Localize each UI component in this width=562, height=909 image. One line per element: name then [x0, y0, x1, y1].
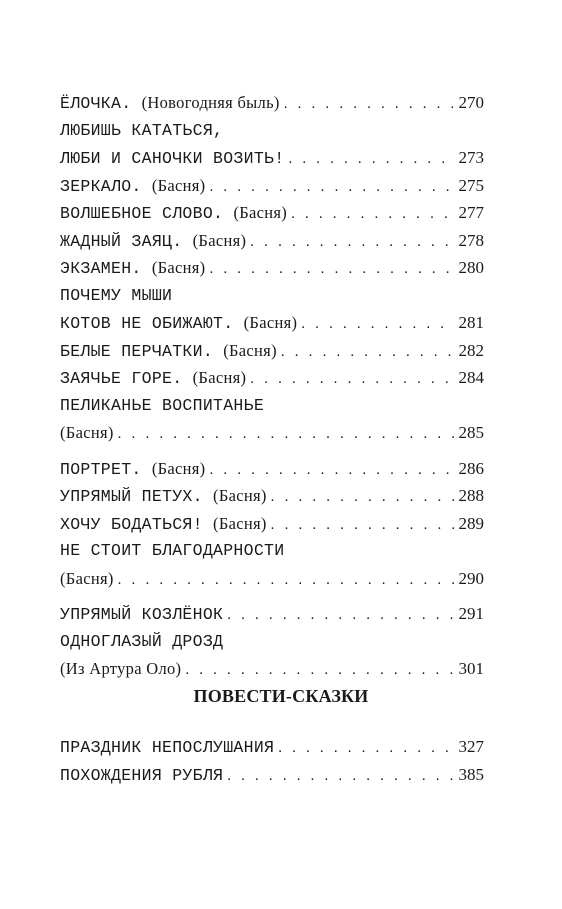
toc-entry-title	[60, 628, 223, 656]
dot-leader	[284, 91, 455, 119]
entry-title-text: ЛЮБИШЬ КАТАТЬСЯ,	[60, 120, 224, 140]
table-of-contents	[60, 89, 484, 683]
dot-leader	[288, 146, 454, 174]
entry-subtitle: (Басня)	[192, 368, 247, 387]
toc-entry	[60, 482, 484, 510]
toc-entry-title	[60, 455, 205, 484]
entry-title-text: ЗАЯЧЬЕ ГОРЕ.	[60, 369, 183, 388]
toc-entry-title	[60, 89, 280, 118]
entry-subtitle: (Басня)	[233, 203, 288, 222]
page-number: 288	[458, 486, 484, 505]
toc-entry-title	[60, 601, 223, 629]
entry-subtitle: (Басня)	[223, 340, 277, 360]
entry-title-text: ПЕЛИКАНЬЕ ВОСПИТАНЬЕ	[60, 395, 265, 415]
entry-title-text: БЕЛЫЕ ПЕРЧАТКИ.	[60, 341, 214, 361]
toc-entry	[60, 144, 484, 172]
toc-entry-title	[60, 199, 287, 228]
entry-subtitle: (Басня)	[151, 258, 206, 277]
entry-subtitle: (Басня)	[213, 486, 267, 505]
entry-title-text: ЛЮБИ И САНОЧКИ ВОЗИТЬ!	[60, 149, 285, 168]
toc-entry	[60, 89, 484, 117]
toc-entry-title	[60, 309, 297, 338]
entry-title-text: ОДНОГЛАЗЫЙ ДРОЗД	[60, 631, 224, 651]
toc-entry	[60, 733, 484, 761]
toc-entry-title	[60, 227, 246, 256]
entry-title-text: КОТОВ НЕ ОБИЖАЮТ.	[60, 314, 234, 333]
dot-leader	[209, 174, 454, 202]
entry-subtitle: (Басня)	[151, 175, 206, 195]
toc-entry	[60, 337, 484, 365]
page-number: 275	[458, 175, 484, 195]
toc-entry	[60, 392, 484, 420]
entry-title-text: ЭКЗАМЕН.	[60, 259, 142, 278]
toc-entry	[60, 254, 484, 282]
entry-subtitle: (Басня)	[60, 568, 114, 588]
toc-entry	[60, 655, 484, 683]
toc-entry	[60, 309, 484, 337]
page-number: 281	[458, 313, 484, 332]
page-number: 282	[458, 340, 484, 360]
entry-subtitle: (Из Артура Оло)	[60, 659, 182, 678]
entry-title-text: ЗЕРКАЛО.	[60, 176, 142, 196]
entry-title-text: УПРЯМЫЙ ПЕТУХ.	[60, 487, 203, 506]
toc-entry	[60, 282, 484, 310]
entry-subtitle: (Басня)	[213, 513, 267, 533]
page-number: 284	[458, 368, 484, 387]
dot-leader	[118, 421, 455, 449]
toc-entry	[60, 117, 484, 145]
dot-leader	[227, 763, 454, 791]
entry-title-text: ВОЛШЕБНОЕ СЛОВО.	[60, 204, 224, 223]
page-number: 285	[458, 423, 484, 442]
toc-entry	[60, 364, 484, 392]
toc-entry-title	[60, 734, 274, 762]
entry-subtitle: (Новогодняя быль)	[141, 93, 280, 112]
page-number: 291	[458, 604, 484, 623]
toc-entry	[60, 600, 484, 628]
entry-title-text: ПОХОЖДЕНИЯ РУБЛЯ	[60, 765, 224, 785]
dot-leader	[278, 735, 454, 763]
toc-entry-title	[60, 282, 172, 310]
entry-title-text: ЖАДНЫЙ ЗАЯЦ.	[60, 231, 183, 251]
toc-entry-title	[60, 117, 223, 145]
dot-leader	[118, 567, 455, 595]
toc-entry	[60, 172, 484, 200]
dot-leader	[271, 484, 455, 512]
entry-title-text: НЕ СТОИТ БЛАГОДАРНОСТИ	[60, 541, 285, 560]
dot-leader	[209, 256, 454, 284]
toc-entry-title	[60, 655, 181, 684]
toc-entry-title	[60, 254, 205, 283]
toc-entry-title	[60, 172, 205, 201]
toc-entry-title	[60, 482, 267, 511]
page-number: 273	[458, 148, 484, 167]
dot-leader	[301, 311, 454, 339]
entry-title-text: ЁЛОЧКА.	[60, 94, 132, 113]
entry-subtitle: (Басня)	[243, 313, 298, 332]
toc-entry-title	[60, 565, 114, 594]
toc-entry	[60, 419, 484, 447]
table-of-contents-section	[60, 733, 484, 788]
page-number: 278	[458, 230, 484, 250]
entry-title-text: УПРЯМЫЙ КОЗЛЁНОК	[60, 605, 224, 624]
entry-title-text: ХОЧУ БОДАТЬСЯ!	[60, 514, 203, 534]
toc-entry	[60, 565, 484, 593]
dot-leader	[227, 602, 454, 630]
toc-entry-title	[60, 145, 284, 173]
dot-leader	[209, 457, 454, 485]
toc-entry-title	[60, 392, 264, 420]
page-number: 277	[458, 203, 484, 222]
section-heading: ПОВЕСТИ-СКАЗКИ	[193, 686, 369, 706]
toc-entry-title	[60, 537, 284, 565]
toc-entry-title	[60, 762, 223, 790]
dot-leader	[250, 366, 454, 394]
toc-entry	[60, 227, 484, 255]
page-number: 280	[458, 258, 484, 277]
entry-title-text: ПРАЗДНИК НЕПОСЛУШАНИЯ	[60, 738, 275, 757]
page-number: 301	[458, 659, 484, 678]
toc-entry-title	[60, 337, 277, 366]
entry-subtitle: (Басня)	[151, 458, 206, 478]
dot-leader	[281, 339, 455, 367]
entry-title-text: ПОРТРЕТ.	[60, 459, 142, 479]
dot-leader	[291, 201, 454, 229]
toc-entry-title	[60, 364, 246, 393]
toc-entry-title	[60, 419, 114, 448]
toc-entry	[60, 761, 484, 789]
toc-entry	[60, 537, 484, 565]
dot-leader	[250, 229, 454, 257]
page-number: 289	[458, 513, 484, 533]
toc-entry	[60, 510, 484, 538]
dot-leader	[185, 657, 454, 685]
page-number: 290	[458, 568, 484, 588]
toc-entry	[60, 199, 484, 227]
entry-title-text: ПОЧЕМУ МЫШИ	[60, 285, 173, 305]
toc-entry	[60, 628, 484, 656]
entry-subtitle: (Басня)	[60, 423, 114, 442]
page-number: 270	[458, 93, 484, 112]
page-number: 385	[458, 764, 484, 784]
dot-leader	[271, 512, 455, 540]
entry-subtitle: (Басня)	[192, 230, 247, 250]
page-number: 327	[458, 737, 484, 756]
page-number: 286	[458, 458, 484, 478]
toc-entry-title	[60, 510, 267, 539]
toc-entry	[60, 455, 484, 483]
